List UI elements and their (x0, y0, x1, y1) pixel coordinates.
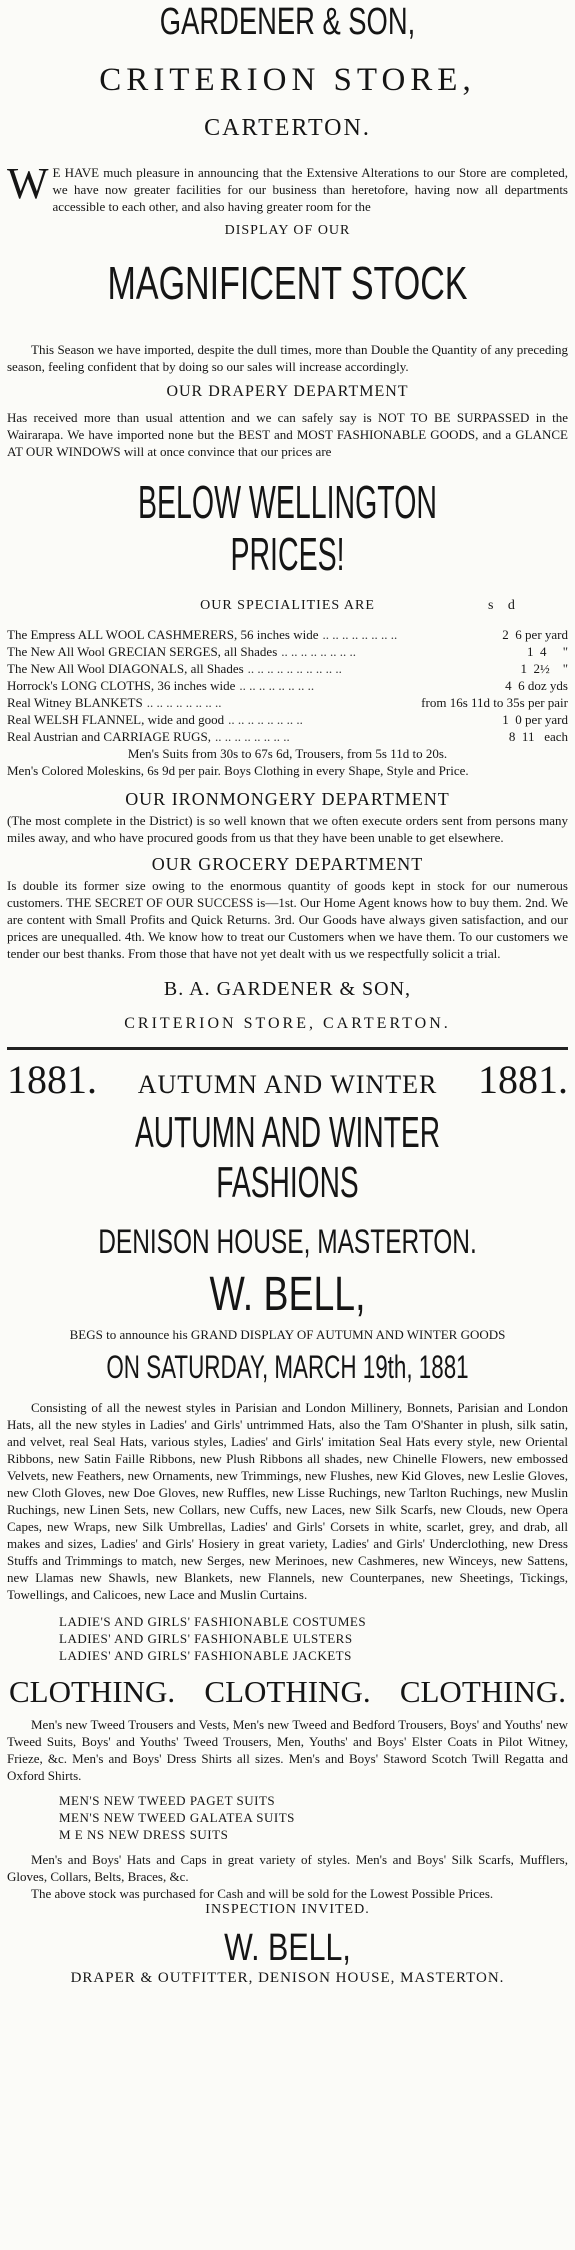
speciality-row: The New All Wool GRECIAN SERGES, all Shades .. .. .. .. .. .. .. .. 1 4 " (7, 644, 568, 659)
mens-tweed-paragraph: Men's new Tweed Trousers and Vests, Men's new Tweed and Bedford Trousers, Boys' and Youths' new Tweed Suits, Boys' and Youths' Tweed Trousers, Men, Youths' and Boys' Elster Coats in Pilot Witney, Frieze, &c. Men's and Boys' Dress Shirts all sizes. Men's and Boys' Staword Scotch Twill Regatta and Oxford Shirts. (7, 1717, 568, 1783)
intro-paragraph (7, 159, 568, 215)
gardener-advertisement (7, 2, 568, 1033)
specialities-header (7, 598, 568, 614)
season-paragraph: This Season we have imported, despite the dull times, more than Double the Quantity of any preceding season, feeling confident that by doing so our sales will increase accordingly. (7, 342, 568, 374)
signature-trade: DRAPER & OUTFITTER, DENISON HOUSE, MASTERTON. (70, 1970, 505, 1986)
signature-name: W. BELL, (224, 1927, 351, 1969)
moleskins-line: Men's Colored Moleskins, 6s 9d per pair. Boys Clothing in every Shape, Style and Price. (7, 763, 469, 778)
costume-line: LADIES' AND GIRLS' FASHIONABLE ULSTERS (59, 1631, 353, 1646)
year-right: 1881. (478, 1057, 568, 1102)
season-banner (7, 1058, 568, 1102)
suit-line: MEN'S NEW TWEED GALATEA SUITS (59, 1810, 295, 1825)
fashions-heading: AUTUMN AND WINTER FASHIONS (134, 1108, 441, 1207)
speciality-row: Real Witney BLANKETS .. .. .. .. .. .. .. .. from 16s 11d to 35s per pair (7, 695, 568, 710)
magnificent-stock-heading: MAGNIFICENT STOCK (107, 257, 468, 309)
ironmongery-heading: OUR IRONMONGERY DEPARTMENT (125, 789, 450, 809)
season-line: AUTUMN AND WINTER (137, 1070, 438, 1099)
specialities-heading: OUR SPECIALITIES ARE (200, 598, 375, 613)
speciality-row: Real WELSH FLANNEL, wide and good .. .. .. .. .. .. .. .. 1 0 per yard (7, 712, 568, 727)
hats-paragraph: Men's and Boys' Hats and Caps in great variety of styles. Men's and Boys' Silk Scarfs, Mufflers, Gloves, Collars, Belts, Braces, &c. (7, 1852, 568, 1884)
costume-line: LADIES' AND GIRLS' FASHIONABLE JACKETS (59, 1648, 352, 1663)
clothing-word: CLOTHING. (204, 1674, 371, 1709)
newspaper-page (0, 2, 575, 2250)
column-rule (7, 1047, 568, 1050)
signature-name: B. A. GARDENER & SON, (163, 978, 412, 1000)
announce-line: BEGS to announce his GRAND DISPLAY OF AUTUMN AND WINTER GOODS (69, 1327, 506, 1342)
specialities-list (7, 626, 568, 779)
drop-cap: W (7, 159, 49, 208)
grocery-paragraph: Is double its former size owing to the enormous quantity of goods kept in stock for our numerous customers. THE SECRET OF OUR SUCCESS is—1st. Our Home Agent knows how to buy them. 2nd. We are content with Small Profits and Quick Returns. 3rd. Our Goods have always given satisfaction, and our prices are unequalled. 4th. We know how to treat our Customers when we have them. To our customers we tender our best thanks. From those that have not yet dealt with us we respectfully solicit a trial. (7, 878, 568, 961)
display-of-heading: DISPLAY OF OUR (224, 223, 351, 238)
speciality-row: Real Austrian and CARRIAGE RUGS, .. .. .. .. .. .. .. .. 8 11 each (7, 729, 568, 744)
inspection-line: INSPECTION INVITED. (205, 1902, 370, 1917)
speciality-row: The New All Wool DIAGONALS, all Shades .. .. .. .. .. .. .. .. .. .. 1 2½ " (7, 661, 568, 676)
signature-place: CRITERION STORE, CARTERTON. (124, 1015, 451, 1032)
ironmongery-paragraph: (The most complete in the District) is so well known that we often execute orders sent from persons many miles away, and who have procured goods from us that they have been unable to get elsewhere. (7, 813, 568, 845)
drapery-heading: OUR DRAPERY DEPARTMENT (166, 383, 409, 400)
clothing-banner (7, 1674, 568, 1710)
below-wellington-heading: BELOW WELLINGTON PRICES! (138, 476, 437, 580)
display-date: ON SATURDAY, MARCH 19th, 1881 (106, 1349, 469, 1385)
suit-line: MEN'S NEW TWEED PAGET SUITS (59, 1793, 276, 1808)
costume-line: LADIE'S AND GIRLS' FASHIONABLE COSTUMES (59, 1614, 367, 1629)
year-left: 1881. (7, 1057, 97, 1102)
costumes-list (7, 1613, 568, 1664)
consisting-paragraph: Consisting of all the newest styles in Parisian and London Millinery, Bonnets, Parisian and London Hats, all the new styles in Ladies' and Girls' untrimmed Hats, also the Tam O'Shanter in plush, silk satin, and velvet, real Seal Hats, various styles, Ladies' and Girls' imitation Seal Hats every style, new Oriental Ribbons, new Satin Faille Ribbons, new Plush Ribbons all shades, new Chinelle Flowers, new embossed Velvets, new Feathers, new Ornaments, new Trimmings, new Flushes, new Kid Gloves, new Leslie Gloves, new Cloth Gloves, new Doe Gloves, new Ruffles, new Lisse Ruchings, new Tarlton Ruchings, new Muslin Ruchings, new Linen Sets, new Collars, new Cuffs, new Laces, new Silk Scarfs, new Clouds, new Opera Capes, new Wraps, new Silk Umbrellas, Ladies' and Girls' Corsets in white, scarlet, grey, and drab, all makes and sizes, Ladies' and Girls' Hosiery in great variety, Ladies' and Girls' Underclothing, new Dress Stuffs and Trimmings to match, new Serges, new Merinoes, new Cashmeres, new Winceys, new Sattens, new Llamas new Shawls, new Blankets, new Flannels, new Counterpanes, new Sheetings, Tickings, Towellings, and Calicoes, new Lace and Muslin Curtains. (7, 1400, 568, 1602)
speciality-row: Horrock's LONG CLOTHS, 36 inches wide .. .. .. .. .. .. .. .. 4 6 doz yds (7, 678, 568, 693)
suits-list (7, 1792, 568, 1843)
speciality-row: The Empress ALL WOOL CASHMERERS, 56 inches wide .. .. .. .. .. .. .. .. 2 6 per yard (7, 627, 568, 642)
house-heading: DENISON HOUSE, MASTERTON. (98, 1223, 477, 1261)
clothing-word: CLOTHING. (9, 1674, 176, 1709)
firm-name: GARDENER & SON, (159, 1, 416, 43)
drapery-paragraph: Has received more than usual attention and we can safely say is NOT TO BE SURPASSED in the Wairarapa. We have imported none but the BEST and MOST FASHIONABLE GOODS, and a GLANCE AT OUR WINDOWS will at once convince that our prices are (7, 410, 568, 459)
currency-columns: s d (487, 598, 516, 613)
store-name: CRITERION STORE, (99, 62, 476, 98)
town-name: CARTERTON. (204, 115, 371, 141)
intro-text: E HAVE much pleasure in announcing that the Extensive Alterations to our Store are completed, we have now greater facilities for our business than heretofore, having now all departments accessible to each other, and also having greater room for the (52, 165, 568, 214)
grocery-heading: OUR GROCERY DEPARTMENT (151, 854, 424, 874)
proprietor-name: W. BELL, (209, 1268, 366, 1321)
suit-line: M E NS NEW DRESS SUITS (59, 1827, 229, 1842)
mens-suits-line: Men's Suits from 30s to 67s 6d, Trousers, from 5s 11d to 20s. (127, 746, 448, 761)
bell-advertisement (7, 1058, 568, 1987)
stock-line: The above stock was purchased for Cash and will be sold for the Lowest Possible Prices. (31, 1886, 494, 1901)
clothing-word: CLOTHING. (399, 1674, 566, 1709)
